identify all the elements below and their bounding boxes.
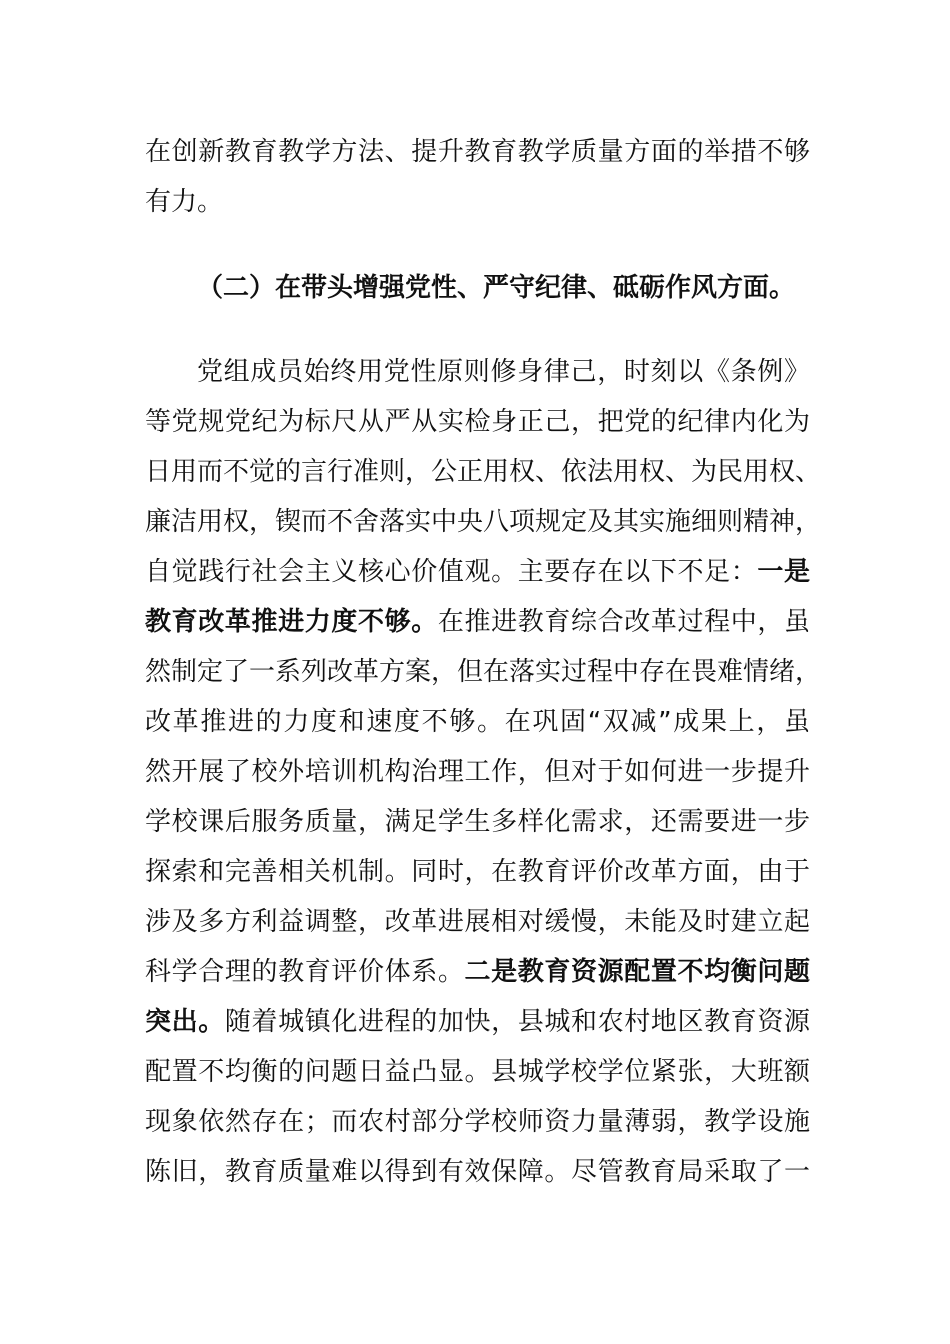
text-line: 日用而不觉的言行准则，公正用权、依法用权、为民用权、: [145, 457, 822, 487]
text-line: [145, 555, 810, 589]
text-line: 陈旧，教育质量难以得到有效保障。尽管教育局采取了一: [145, 1157, 810, 1187]
text-line: 涉及多方利益调整，改革进展相对缓慢，未能及时建立起: [145, 907, 810, 937]
plain-text: 随着城镇化进程的加快，县城和农村地区教育资源: [224, 1007, 810, 1037]
plain-text: 科学合理的教育评价体系。: [145, 957, 465, 987]
text-line: 党组成员始终用党性原则修身律己，时刻以《条例》: [197, 357, 810, 387]
text-line: 配置不均衡的问题日益凸显。县城学校学位紧张，大班额: [145, 1057, 810, 1087]
text-line: 改革推进的力度和速度不够。在巩固“双减”成果上，虽: [145, 707, 810, 737]
bold-text: 一是: [757, 557, 810, 587]
text-line: 在创新教育教学方法、提升教育教学质量方面的举措不够: [145, 137, 810, 167]
plain-text: 自觉践行社会主义核心价值观。主要存在以下不足：: [145, 557, 758, 587]
text-line: 然开展了校外培训机构治理工作，但对于如何进一步提升: [145, 757, 810, 787]
bold-text: 教育改革推进力度不够。: [145, 607, 438, 637]
text-line: 然制定了一系列改革方案，但在落实过程中存在畏难情绪，: [145, 657, 822, 687]
text-line: [145, 1005, 810, 1039]
section-heading: （二）在带头增强党性、严守纪律、砥砺作风方面。: [197, 273, 796, 303]
bold-text: 突出。: [145, 1007, 225, 1037]
plain-text: 在推进教育综合改革过程中，虽: [437, 607, 810, 637]
text-line: [145, 955, 810, 989]
text-line: 学校课后服务质量，满足学生多样化需求，还需要进一步: [145, 807, 810, 837]
text-line: 探索和完善相关机制。同时，在教育评价改革方面，由于: [145, 857, 810, 887]
text-line: [145, 605, 810, 639]
text-line: 有力。: [145, 187, 224, 217]
text-line: 现象依然存在；而农村部分学校师资力量薄弱，教学设施: [145, 1107, 810, 1137]
text-line: 等党规党纪为标尺从严从实检身正己，把党的纪律内化为: [145, 407, 810, 437]
bold-text: 二是教育资源配置不均衡问题: [464, 957, 810, 987]
text-line: 廉洁用权，锲而不舍落实中央八项规定及其实施细则精神，: [145, 507, 822, 537]
